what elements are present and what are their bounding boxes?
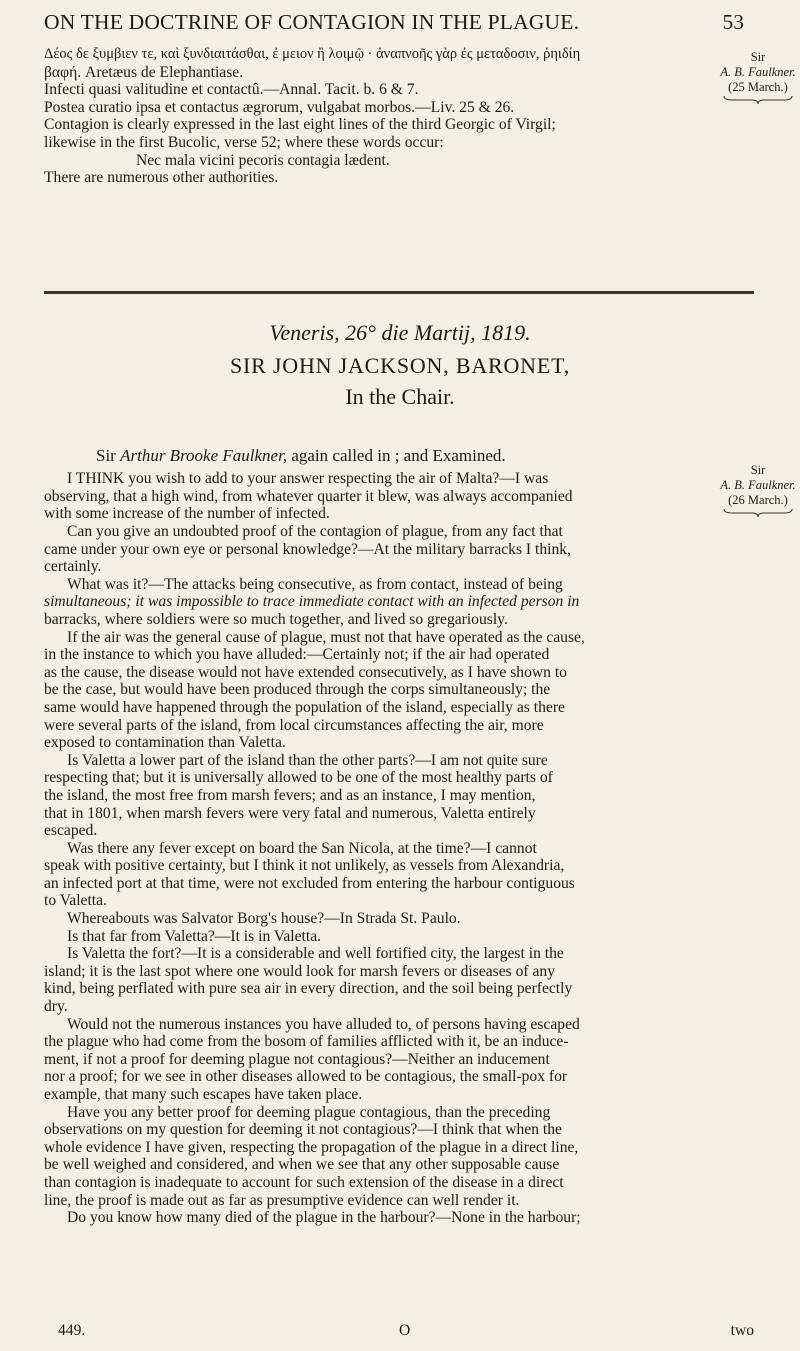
testimony-line: What was it?—The attacks being consecutive, as from contact, instead of being: [67, 575, 563, 593]
testimony-line: exposed to contamination than Valetta.: [44, 734, 286, 752]
testimony-line: island; it is the last spot where one would look for marsh fevers or diseases of any: [44, 962, 556, 980]
chairman-name: SIR JOHN JACKSON, BARONET,: [229, 353, 571, 378]
livy-citation: Postea curatio ipsa et contactus ægrorum, vulgabat morbos.—Liv. 25 & 26.: [44, 98, 515, 116]
testimony-line: with some increase of the number of infected.: [44, 505, 330, 523]
testimony-line: Whereabouts was Salvator Borg's house?—In Strada St. Paulo.: [67, 910, 461, 928]
greek-quote-line-1: Δέος δε ξυμβιεν τε, καὶ ξυνδιαιτάσθαι, ἐ μειον ἢ λοιμῷ · ἀναπνοῆς γὰρ ἐς μεταδοσιν, ῥηιδίη: [44, 46, 581, 62]
margin-title: Sir: [750, 50, 766, 64]
page-header: [44, 10, 744, 44]
catchword: two: [730, 1322, 754, 1339]
testimony-line: than contagion is inadequate to account for such extension of the disease in a direct: [44, 1173, 564, 1191]
testimony-line: Do you know how many died of the plague in the harbour?—None in the harbour;: [67, 1209, 581, 1227]
testimony-line: speak with positive certainty, but I think it not unlikely, as vessels from Alexandria,: [44, 857, 565, 875]
testimony-line: be well weighed and considered, and when we see that any other supposable cause: [44, 1156, 560, 1174]
virgil-note-line-1: Contagion is clearly expressed in the last eight lines of the third Georgic of Virgil;: [44, 116, 556, 134]
testimony-line: the island, the most free from marsh fevers; and as an instance, I may mention,: [44, 786, 536, 804]
testimony-line: barracks, where soldiers were so much together, and lived so gregariously.: [44, 610, 508, 628]
testimony-line: as the cause, the disease would not have extended consecutively, as I have shown to: [44, 663, 567, 681]
tacitus-citation: Infecti quasi valitudine et contactû.—Annal. Tacit. b. 6 & 7.: [44, 81, 419, 99]
session-date: Veneris, 26° die Martij, 1819.: [269, 320, 531, 345]
testimony-line: to Valetta.: [44, 892, 107, 910]
witness-name: Arthur Brooke Faulkner,: [120, 446, 288, 465]
margin-title: Sir: [750, 463, 766, 477]
margin-witness-name: A. B. Faulkner.: [720, 65, 796, 79]
margin-witness-name: A. B. Faulkner.: [720, 478, 796, 492]
authorities-note: There are numerous other authorities.: [44, 169, 279, 187]
testimony-line: example, that many such escapes have taken place.: [44, 1086, 363, 1103]
testimony-line: an infected port at that time, were not excluded from entering the harbour contiguous: [44, 874, 575, 892]
virgil-verse: Nec mala vicini pecoris contagia lædent.: [136, 151, 390, 169]
greek-quote-line-2: βαφή. Aretæus de Elephantiase.: [44, 63, 244, 81]
quotations-block: [44, 46, 758, 187]
brace-icon: [722, 95, 794, 105]
testimony-line: Is Valetta a lower part of the island than the other parts?—I am not quite sure: [67, 751, 548, 769]
testimony-line: Have you any better proof for deeming plague contagious, than the preceding: [67, 1103, 551, 1121]
section-divider: [44, 291, 754, 294]
signature-number: 449.: [58, 1322, 86, 1339]
testimony-line: Is that far from Valetta?—It is in Valetta.: [67, 927, 322, 945]
testimony-line: came under your own eye or personal knowledge?—At the military barracks I think,: [44, 540, 571, 558]
testimony-part-2: [44, 523, 758, 1227]
testimony-line: were several parts of the island, from local circumstances affecting the air, more: [44, 716, 544, 734]
testimony-line: dry.: [44, 998, 68, 1016]
testimony-line: simultaneous; it was impossible to trace immediate contact with an infected person in: [44, 593, 580, 611]
witness-intro: [96, 446, 506, 466]
page-number: 53: [722, 10, 744, 34]
testimony-line: whole evidence I have given, respecting the propagation of the plague in a direct line,: [44, 1138, 579, 1156]
testimony-line: Is Valetta the fort?—It is a considerable and well fortified city, the largest in the: [67, 945, 564, 963]
margin-note-witness-2: [716, 463, 800, 518]
brace-icon: [722, 508, 794, 518]
testimony-line: in the instance to which you have alluded:—Certainly not; if the air had operated: [44, 646, 550, 664]
testimony-line: Can you give an undoubted proof of the contagion of plague, from any fact that: [67, 523, 563, 540]
intro-suffix: again called in ; and Examined.: [287, 446, 506, 465]
running-title: ON THE DOCTRINE OF CONTAGION IN THE PLAGUE.: [44, 10, 580, 34]
testimony-line: be the case, but would have been produced through the corps simultaneously; the: [44, 681, 551, 699]
margin-date: (26 March.): [728, 493, 788, 507]
testimony-line: same would have happened through the population of the island, especially as there: [44, 698, 565, 716]
margin-date: (25 March.): [728, 80, 788, 94]
testimony-line: Was there any fever except on board the San Nicola, at the time?—I cannot: [67, 839, 537, 857]
signature-mark: O: [399, 1322, 411, 1339]
testimony-line: certainly.: [44, 558, 102, 576]
testimony-line: escaped.: [44, 822, 98, 840]
testimony-line: observations on my question for deeming it not contagious?—I think that when the: [44, 1121, 562, 1139]
chair-note: In the Chair.: [345, 384, 455, 409]
virgil-note-line-2: likewise in the first Bucolic, verse 52; where these words occur:: [44, 133, 444, 151]
testimony-line: I THINK you wish to add to your answer respecting the air of Malta?—I was: [67, 470, 549, 487]
margin-note-witness-1: [716, 50, 800, 105]
testimony-line: kind, being perflated with pure sea air in every direction, and the soil being perfectly: [44, 980, 573, 998]
testimony-line: observing, that a high wind, from whatever quarter it blew, was always accompanied: [44, 487, 573, 505]
testimony-part-1: [44, 470, 704, 523]
testimony-line: line, the proof is made out as far as presumptive evidence can well render it.: [44, 1191, 520, 1209]
testimony-line: the plague who had come from the bosom of families afflicted with it, be an induce-: [44, 1033, 569, 1051]
testimony-line: ment, if not a proof for deeming plague not contagious?—Neither an inducement: [44, 1050, 550, 1068]
testimony-line: nor a proof; for we see in other diseases allowed to be contagious, the small-pox for: [44, 1068, 568, 1086]
testimony-line: If the air was the general cause of plague, must not that have operated as the cause,: [67, 628, 585, 646]
testimony-line: Would not the numerous instances you have alluded to, of persons having escaped: [67, 1015, 580, 1033]
testimony-line: respecting that; but it is universally allowed to be one of the most healthy parts of: [44, 769, 553, 787]
intro-prefix: Sir: [96, 446, 121, 465]
testimony-line: that in 1801, when marsh fevers were very fatal and numerous, Valetta entirely: [44, 804, 536, 822]
